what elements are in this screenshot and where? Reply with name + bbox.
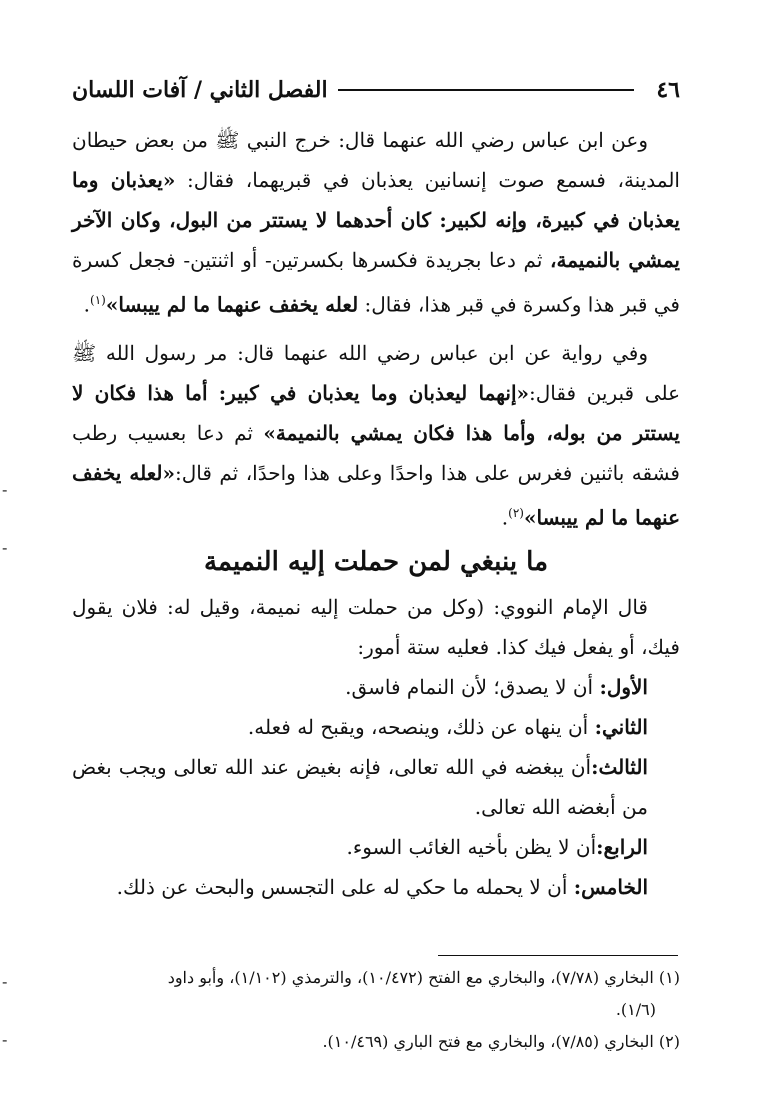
margin-mark: - (2, 1030, 8, 1049)
margin-mark: - (2, 972, 8, 991)
bold-quote: لعله يخفف عنهما ما لم ييبسا» (105, 292, 359, 317)
bold-quote: «لعله يخفف عنهما ما لم ييبسا» (72, 460, 680, 530)
text-run: ثم دعا بجريدة فكسرها بكسرتين- أو اثنتين- فجعل كسرة في قبر هذا وكسرة في قبر هذا، فقال: (72, 248, 680, 317)
paragraph-hadith-1 (72, 120, 680, 325)
list-item (72, 747, 680, 827)
text-run: . (501, 505, 509, 530)
footnotes (72, 962, 680, 1058)
header-rule (338, 89, 635, 91)
page-header (72, 70, 680, 110)
paragraph-hadith-2 (72, 333, 680, 538)
margin-mark: - (2, 480, 8, 499)
footnote-1-continuation: (١/٦). (615, 1000, 656, 1019)
list-label: الأول: (599, 675, 648, 700)
list-text: أن لا يحمله ما حكي له على التجسس والبحث عن ذلك. (116, 875, 574, 900)
text-run: . (83, 292, 91, 317)
list-label: الثاني: (594, 715, 648, 740)
list-text: أن ينهاه عن ذلك، وينصحه، ويقبح له فعله. (247, 715, 595, 740)
text-run: وعن ابن عباس رضي الله عنهما قال: خرج النبي ﷺ من بعض حيطان المدينة، فسمع صوت إنسانين يعذبان في قبريهما، فقال: (72, 128, 680, 192)
section-title: ما ينبغي لمن حملت إليه النميمة (203, 547, 548, 578)
paragraph-nawawi: قال الإمام النووي: (وكل من حملت إليه نميمة، وقيل له: فلان يقول فيك، أو يفعل فيك كذا. فعليه ستة أمور: (72, 595, 680, 660)
list-label: الثالث: (591, 755, 648, 780)
footnote-ref-1: (١) (90, 293, 106, 307)
text-run: وفي رواية عن ابن عباس رضي الله عنهما قال: مر رسول الله ﷺ على قبرين فقال: (72, 340, 680, 405)
page-number: ٤٦ (656, 77, 680, 103)
list-label: الرابع: (596, 835, 648, 860)
list-label: الخامس: (573, 875, 648, 900)
list-item (72, 667, 680, 707)
main-text (72, 120, 680, 907)
list-text: أن لا يظن بأخيه الغائب السوء. (346, 835, 597, 860)
chapter-title: الفصل الثاني / آفات اللسان (72, 77, 328, 103)
list-item (72, 827, 680, 867)
list-item (72, 707, 680, 747)
margin-mark: - (2, 538, 8, 557)
bold-quote: «إنهما ليعذبان وما يعذبان في كبير: أما هذا فكان لا يستتر من بوله، وأما هذا فكان يمشي بالنميمة» (72, 380, 681, 445)
footnote-1: (١) البخاري (٧/٧٨)، والبخاري مع الفتح (١٠/٤٧٢)، والترمذي (١/١٠٢)، وأبو داود (167, 968, 680, 987)
footnote-rule (438, 955, 678, 956)
bold-quote: «يعذبان وما يعذبان في كبيرة، وإنه لكبير: كان أحدهما لا يستتر من البول، وكان الآخر يمشي بالنميمة، (72, 168, 680, 272)
list-text: أن لا يصدق؛ لأن النمام فاسق. (345, 675, 600, 700)
list-item (72, 867, 680, 907)
footnote-2: (٢) البخاري (٧/٨٥)، والبخاري مع فتح الباري (١٠/٤٦٩). (322, 1032, 680, 1051)
text-run: ثم دعا بعسيب رطب فشقه باثنين فغرس على هذا واحدًا وعلى هذا واحدًا، ثم قال: (72, 420, 680, 485)
footnote-ref-2: (٢) (508, 505, 524, 520)
list-text: أن يبغضه في الله تعالى، فإنه بغيض عند الله تعالى ويجب بغض من أبغضه الله تعالى. (72, 755, 648, 820)
